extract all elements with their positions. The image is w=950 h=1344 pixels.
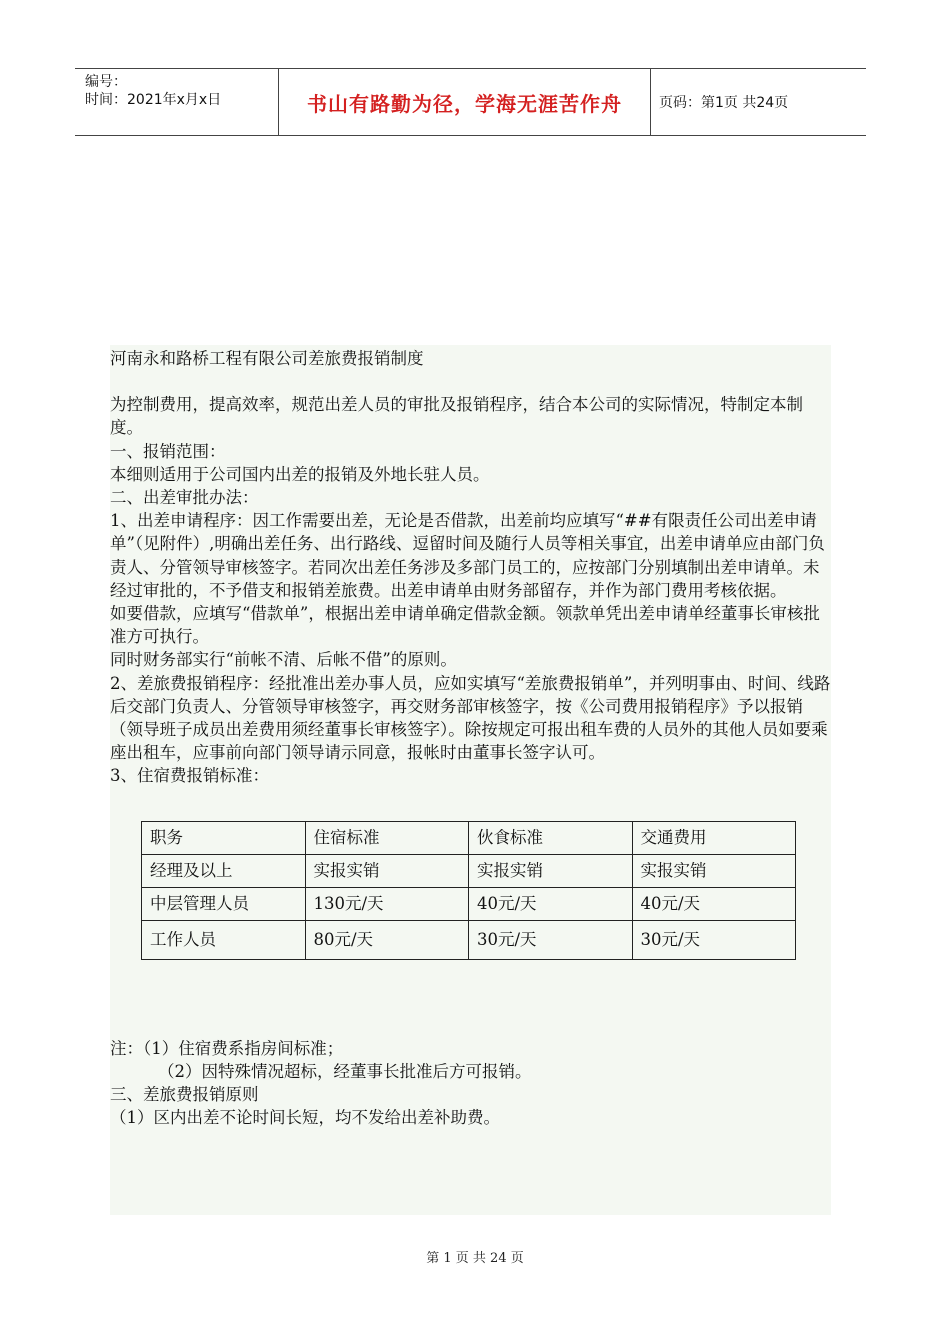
table-cell: 实报实销 — [305, 854, 469, 887]
section-2-title: 二、出差审批办法： — [110, 488, 259, 508]
section-1-title: 一、报销范围： — [110, 441, 226, 461]
notes-block — [110, 1037, 831, 1130]
table-cell: 实报实销 — [632, 854, 796, 887]
table-cell: 30元/天 — [469, 920, 633, 959]
table-header-cell: 伙食标准 — [469, 821, 633, 854]
section-3-item-1: （1）区内出差不论时间长短，均不发给出差补助费。 — [110, 1108, 500, 1128]
table-header-row — [142, 821, 796, 854]
table-cell: 实报实销 — [469, 854, 633, 887]
document-body — [110, 345, 831, 1215]
page-header — [75, 68, 866, 136]
paragraph-loan: 如要借款，应填写“借款单”，根据出差申请单确定借款金额。领款单凭出差申请单经董事长审核批准方可执行。 — [110, 604, 820, 647]
page-footer: 第 1 页 共 24 页 — [426, 1251, 524, 1266]
table-header-cell: 住宿标准 — [305, 821, 469, 854]
note-1: 注：（1）住宿费系指房间标准； — [110, 1038, 344, 1058]
table-row — [142, 854, 796, 887]
paragraph-principle: 同时财务部实行“前帐不清、后帐不借”的原则。 — [110, 650, 457, 670]
table-cell: 30元/天 — [632, 920, 796, 959]
paragraph-reimbursement: 2、差旅费报销程序：经批准出差办事人员，应如实填写“差旅费报销单”，并列明事由、时间、线路后交部门负责人、分管领导审核签字，再交财务部审核签字，按《公司费用报销程序》予以报销（领导班子成员出差费用须经董事长审核签字）。除按规定可报出租车费的人员外的其他人员如要乘座出租车，应事前向部门领导请示同意，报帐时由董事长签字认可。 — [110, 673, 831, 763]
standards-table — [141, 821, 796, 960]
table-row — [142, 887, 796, 920]
table-cell: 工作人员 — [142, 920, 306, 959]
table-row — [142, 920, 796, 959]
header-info — [75, 69, 278, 135]
document-number: 编号： — [85, 74, 127, 90]
document-date: 时间：2021年x月x日 — [85, 92, 222, 108]
paragraph-application: 1、出差申请程序：因工作需要出差，无论是否借款，出差前均应填写“##有限责任公司出差申请单”（见附件）,明确出差任务、出行路线、逗留时间及随行人员等相关事宜，出差申请单应由部门负责人、分管领导审核签字。若同次出差任务涉及多部门员工的，应按部门分别填制出差申请单。未经过审批的，不予借支和报销差旅费。出差申请单由财务部留存，并作为部门费用考核依据。 — [110, 511, 825, 600]
table-header-cell: 交通费用 — [632, 821, 796, 854]
intro-paragraph: 为控制费用，提高效率，规范出差人员的审批及报销程序，结合本公司的实际情况，特制定本制度。 — [110, 395, 803, 438]
table-cell: 经理及以上 — [142, 854, 306, 887]
note-2: （2）因特殊情况超标，经董事长批准后方可报销。 — [158, 1061, 532, 1081]
table-cell: 40元/天 — [632, 887, 796, 920]
section-1-body: 本细则适用于公司国内出差的报销及外地长驻人员。 — [110, 464, 490, 484]
table-cell: 130元/天 — [305, 887, 469, 920]
table-cell: 40元/天 — [469, 887, 633, 920]
document-title: 河南永和路桥工程有限公司差旅费报销制度 — [110, 349, 424, 368]
section-3-title: 三、差旅费报销原则 — [110, 1085, 259, 1105]
header-page-number: 页码：第1页 共24页 — [659, 95, 789, 111]
table-cell: 80元/天 — [305, 920, 469, 959]
table-header-cell: 职务 — [142, 821, 306, 854]
header-motto: 书山有路勤为径，学海无涯苦作舟 — [278, 69, 651, 135]
table-cell: 中层管理人员 — [142, 887, 306, 920]
blank-line — [110, 370, 831, 393]
paragraph-standard: 3、住宿费报销标准： — [110, 766, 269, 786]
